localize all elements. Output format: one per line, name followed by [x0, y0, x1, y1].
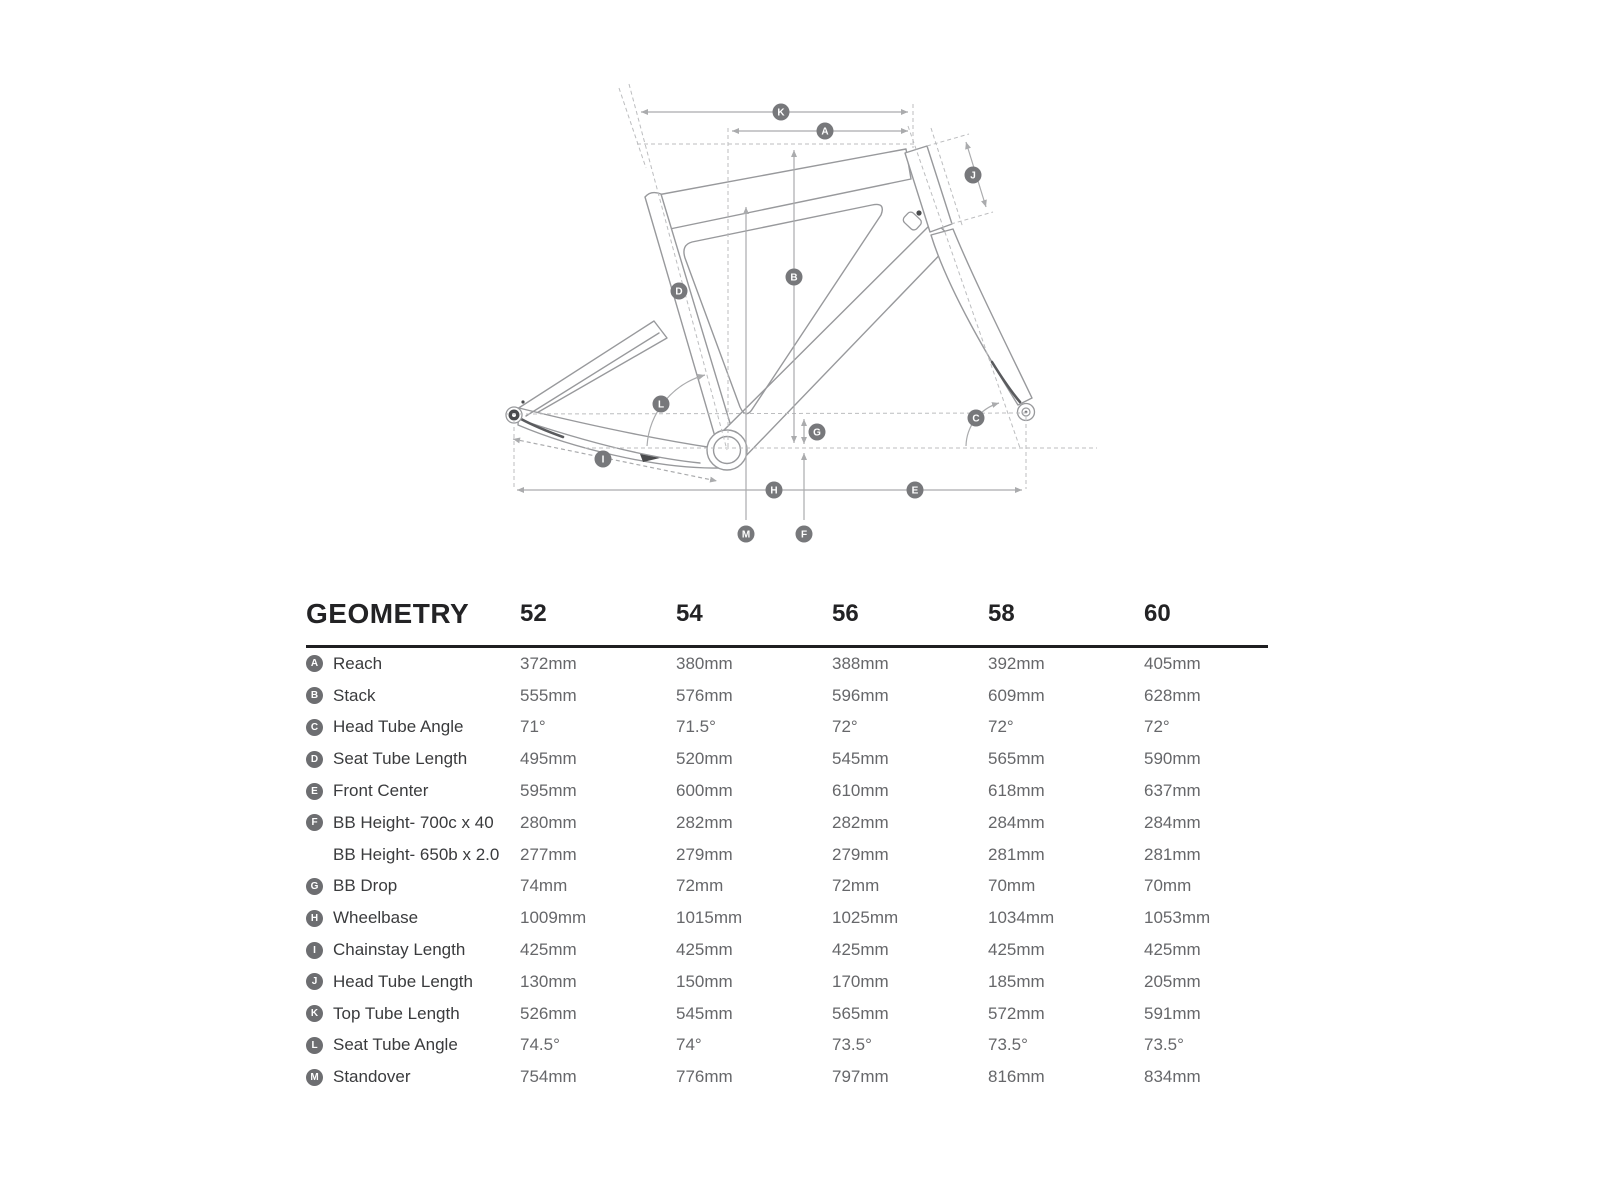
value-size-56: 72mm — [832, 876, 880, 896]
value-size-58: 70mm — [988, 876, 1036, 896]
row-label-cell — [306, 845, 520, 865]
row-label: Wheelbase — [333, 908, 419, 928]
row-label-cell — [306, 749, 520, 769]
value-size-52: 495mm — [520, 749, 577, 769]
svg-text:J: J — [970, 170, 976, 182]
value-size-54: 545mm — [676, 1003, 733, 1023]
size-column-header: 52 — [520, 600, 547, 627]
row-letter-badge: J — [306, 973, 323, 990]
seat-axis-secondary-line — [619, 88, 646, 168]
value-size-60: 284mm — [1144, 812, 1201, 832]
svg-text:L: L — [657, 399, 665, 411]
value-size-54: 576mm — [676, 685, 733, 705]
svg-text:A: A — [821, 126, 829, 138]
svg-text:F: F — [800, 529, 808, 541]
value-size-56: 73.5° — [832, 1035, 872, 1055]
table-row — [306, 966, 1268, 998]
value-size-52: 595mm — [520, 781, 577, 801]
value-size-54: 520mm — [676, 749, 733, 769]
value-size-60: 590mm — [1144, 749, 1201, 769]
row-label-cell — [306, 781, 520, 801]
table-row — [306, 871, 1268, 903]
head-tube-ext-bottom — [951, 212, 993, 224]
table-row — [306, 902, 1268, 934]
value-size-54: 1015mm — [676, 908, 743, 928]
geometry-table-header — [306, 583, 1268, 645]
svg-text:E: E — [911, 485, 919, 497]
value-size-54: 380mm — [676, 653, 733, 673]
seat-tube-axis-line — [629, 84, 727, 450]
row-letter-badge: G — [306, 878, 323, 895]
table-row — [306, 648, 1268, 680]
svg-text:G: G — [813, 427, 821, 439]
value-size-58: 281mm — [988, 844, 1045, 864]
row-label: BB Drop — [333, 876, 398, 896]
row-letter-badge: E — [306, 783, 323, 800]
badge-c-icon — [968, 410, 985, 427]
value-size-58: 609mm — [988, 685, 1045, 705]
value-size-60: 637mm — [1144, 781, 1201, 801]
value-size-60: 70mm — [1144, 876, 1192, 896]
value-size-58: 1034mm — [988, 908, 1055, 928]
row-letter-badge: B — [306, 687, 323, 704]
value-size-54: 74° — [676, 1035, 702, 1055]
row-label-cell — [306, 940, 520, 960]
svg-text:B: B — [790, 272, 798, 284]
row-label-cell — [306, 654, 520, 674]
row-label-cell — [306, 686, 520, 706]
value-size-56: 797mm — [832, 1067, 889, 1087]
value-size-60: 205mm — [1144, 971, 1201, 991]
value-size-52: 372mm — [520, 653, 577, 673]
value-size-54: 425mm — [676, 940, 733, 960]
row-label-cell — [306, 876, 520, 896]
value-size-54: 150mm — [676, 971, 733, 991]
frame-drawing — [514, 146, 1032, 468]
value-size-54: 72mm — [676, 876, 724, 896]
row-letter-badge: H — [306, 910, 323, 927]
row-label: Stack — [333, 685, 376, 705]
value-size-52: 130mm — [520, 971, 577, 991]
value-size-60: 834mm — [1144, 1067, 1201, 1087]
axle-level-line — [505, 413, 1030, 414]
row-label-cell — [306, 908, 520, 928]
table-row — [306, 934, 1268, 966]
value-size-52: 71° — [520, 717, 546, 737]
fork — [931, 229, 1032, 405]
row-letter-badge: L — [306, 1037, 323, 1054]
steering-axis-line — [908, 126, 1020, 448]
table-row — [306, 1030, 1268, 1062]
row-label: Seat Tube Length — [333, 749, 468, 769]
geometry-table — [306, 583, 1268, 1093]
value-size-56: 72° — [832, 717, 858, 737]
size-column-header: 54 — [676, 600, 703, 627]
row-label: BB Height- 650b x 2.0 — [333, 844, 500, 864]
value-size-52: 74.5° — [520, 1035, 560, 1055]
badge-j-icon — [965, 167, 982, 184]
value-size-60: 1053mm — [1144, 908, 1211, 928]
badge-e-icon — [907, 482, 924, 499]
row-letter-badge: I — [306, 942, 323, 959]
svg-text:D: D — [675, 286, 683, 298]
value-size-60: 425mm — [1144, 940, 1201, 960]
row-label-cell — [306, 813, 520, 833]
value-size-58: 185mm — [988, 971, 1045, 991]
table-row — [306, 998, 1268, 1030]
row-label-cell — [306, 1004, 520, 1024]
size-column-header: 58 — [988, 600, 1015, 627]
badge-d-icon — [671, 283, 688, 300]
badge-i-icon — [595, 451, 612, 468]
row-label-cell — [306, 1067, 520, 1087]
value-size-58: 72° — [988, 717, 1014, 737]
value-size-54: 600mm — [676, 781, 733, 801]
value-size-56: 282mm — [832, 812, 889, 832]
down-tube — [715, 221, 954, 461]
badge-k-icon — [773, 104, 790, 121]
value-size-56: 170mm — [832, 971, 889, 991]
dimension-lines — [513, 112, 1022, 520]
row-letter-badge: C — [306, 719, 323, 736]
size-column-header: 56 — [832, 600, 859, 627]
value-size-52: 555mm — [520, 685, 577, 705]
badge-f-icon — [796, 526, 813, 543]
value-size-56: 565mm — [832, 1003, 889, 1023]
seat-stay-inner-line — [526, 333, 659, 416]
table-row — [306, 807, 1268, 839]
value-size-56: 610mm — [832, 781, 889, 801]
badge-g-icon — [809, 424, 826, 441]
table-row — [306, 743, 1268, 775]
badge-a-icon — [817, 123, 834, 140]
value-size-56: 388mm — [832, 653, 889, 673]
value-size-58: 572mm — [988, 1003, 1045, 1023]
row-letter-badge: D — [306, 751, 323, 768]
row-letter-badge: A — [306, 655, 323, 672]
svg-text:C: C — [972, 413, 980, 425]
svg-text:H: H — [770, 485, 778, 497]
row-label: Front Center — [333, 781, 429, 801]
value-size-52: 425mm — [520, 940, 577, 960]
page-title: GEOMETRY — [306, 598, 470, 629]
geometry-table-body — [306, 648, 1268, 1093]
row-label: Standover — [333, 1067, 411, 1087]
row-label: Top Tube Length — [333, 1003, 460, 1023]
svg-text:I: I — [601, 454, 605, 466]
badge-b-icon — [786, 269, 803, 286]
row-label-cell — [306, 972, 520, 992]
row-letter-badge: K — [306, 1005, 323, 1022]
value-size-56: 545mm — [832, 749, 889, 769]
value-size-52: 526mm — [520, 1003, 577, 1023]
badge-m-icon — [738, 526, 755, 543]
row-label: Seat Tube Angle — [333, 1035, 458, 1055]
row-letter-badge: M — [306, 1069, 323, 1086]
value-size-60: 72° — [1144, 717, 1170, 737]
bike-geometry-diagram — [0, 0, 1600, 560]
value-size-58: 565mm — [988, 749, 1045, 769]
row-label: Head Tube Length — [333, 971, 473, 991]
badge-h-icon — [766, 482, 783, 499]
table-row — [306, 839, 1268, 871]
value-size-54: 279mm — [676, 844, 733, 864]
value-size-60: 628mm — [1144, 685, 1201, 705]
table-row — [306, 1061, 1268, 1093]
value-size-54: 282mm — [676, 812, 733, 832]
table-row — [306, 680, 1268, 712]
value-size-52: 277mm — [520, 844, 577, 864]
top-tube — [652, 149, 911, 230]
value-size-58: 618mm — [988, 781, 1045, 801]
value-size-56: 425mm — [832, 940, 889, 960]
svg-text:K: K — [777, 107, 785, 119]
value-size-58: 73.5° — [988, 1035, 1028, 1055]
row-label: BB Height- 700c x 40 — [333, 812, 494, 832]
value-size-60: 405mm — [1144, 653, 1201, 673]
row-label: Head Tube Angle — [333, 717, 464, 737]
row-label: Reach — [333, 653, 383, 673]
seat-stays — [514, 321, 667, 422]
value-size-60: 591mm — [1144, 1003, 1201, 1023]
value-size-56: 596mm — [832, 685, 889, 705]
value-size-56: 1025mm — [832, 908, 899, 928]
row-label-cell — [306, 1035, 520, 1055]
row-label: Chainstay Length — [333, 940, 466, 960]
value-size-54: 71.5° — [676, 717, 716, 737]
chain-stays — [518, 408, 718, 468]
value-size-58: 392mm — [988, 653, 1045, 673]
value-size-52: 74mm — [520, 876, 568, 896]
value-size-56: 279mm — [832, 844, 889, 864]
badge-l-icon — [653, 396, 670, 413]
value-size-52: 280mm — [520, 812, 577, 832]
table-row — [306, 712, 1268, 744]
row-label-cell — [306, 717, 520, 737]
value-size-52: 754mm — [520, 1067, 577, 1087]
svg-text:M: M — [741, 529, 751, 541]
value-size-58: 816mm — [988, 1067, 1045, 1087]
table-row — [306, 775, 1268, 807]
value-size-60: 73.5° — [1144, 1035, 1184, 1055]
value-size-58: 425mm — [988, 940, 1045, 960]
value-size-58: 284mm — [988, 812, 1045, 832]
row-letter-badge: F — [306, 814, 323, 831]
down-tube-port-detail — [902, 210, 923, 231]
value-size-54: 776mm — [676, 1067, 733, 1087]
value-size-60: 281mm — [1144, 844, 1201, 864]
size-column-header: 60 — [1144, 600, 1171, 627]
value-size-52: 1009mm — [520, 908, 587, 928]
